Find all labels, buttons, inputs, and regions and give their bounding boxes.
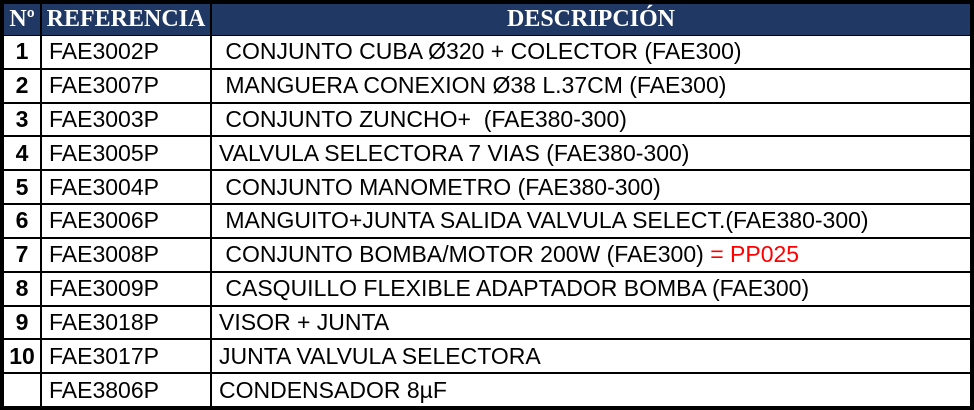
table-row: [4, 340, 970, 374]
table-row: [4, 273, 970, 307]
row-number: 1: [4, 36, 42, 68]
description-text: MANGUERA CONEXION Ø38 L.37CM (FAE300): [219, 72, 727, 99]
reference-cell: FAE3018P: [42, 307, 212, 339]
header-col-number: Nº: [4, 4, 42, 35]
description-text: JUNTA VALVULA SELECTORA: [219, 342, 541, 369]
table-row: [4, 171, 970, 205]
table-body: [4, 36, 970, 406]
reference-cell: FAE3008P: [42, 239, 212, 271]
row-number: 5: [4, 171, 42, 203]
description-text: CONJUNTO ZUNCHO+ (FAE380-300): [219, 106, 627, 133]
description-cell: [212, 36, 970, 68]
row-number: [4, 374, 42, 406]
reference-cell: FAE3806P: [42, 374, 212, 406]
table-row: [4, 374, 970, 406]
description-cell: [212, 70, 970, 102]
description-cell: [212, 205, 970, 237]
table-row: [4, 104, 970, 138]
row-number: 6: [4, 205, 42, 237]
table-row: [4, 36, 970, 70]
row-number: 3: [4, 104, 42, 136]
row-number: 4: [4, 137, 42, 169]
description-cell: [212, 374, 970, 406]
description-cell: [212, 307, 970, 339]
description-cell: [212, 340, 970, 372]
table-row: [4, 307, 970, 341]
description-text: CONJUNTO MANOMETRO (FAE380-300): [219, 173, 661, 200]
description-cell: [212, 137, 970, 169]
table-row: [4, 239, 970, 273]
table-row: [4, 137, 970, 171]
row-number: 10: [4, 340, 42, 372]
reference-cell: FAE3005P: [42, 137, 212, 169]
description-cell: [212, 273, 970, 305]
table-row: [4, 205, 970, 239]
header-col-reference: REFERENCIA: [42, 4, 212, 35]
description-text: VALVULA SELECTORA 7 VIAS (FAE380-300): [219, 139, 690, 166]
description-text: CASQUILLO FLEXIBLE ADAPTADOR BOMBA (FAE300): [219, 275, 810, 302]
reference-cell: FAE3004P: [42, 171, 212, 203]
table-header-row: [4, 4, 970, 36]
reference-cell: FAE3009P: [42, 273, 212, 305]
row-number: 2: [4, 70, 42, 102]
reference-cell: FAE3007P: [42, 70, 212, 102]
description-text: VISOR + JUNTA: [219, 308, 390, 335]
description-text: MANGUITO+JUNTA SALIDA VALVULA SELECT.(FAE380-300): [219, 207, 869, 234]
description-cell: [212, 171, 970, 203]
description-text: CONJUNTO CUBA Ø320 + COLECTOR (FAE300): [219, 38, 742, 65]
reference-cell: FAE3017P: [42, 340, 212, 372]
description-text: CONJUNTO BOMBA/MOTOR 200W (FAE300): [219, 241, 711, 268]
reference-cell: FAE3006P: [42, 205, 212, 237]
header-col-description: DESCRIPCIÓN: [506, 6, 676, 32]
row-number: 7: [4, 239, 42, 271]
description-cell: [212, 239, 970, 271]
description-text: CONDENSADOR 8µF: [219, 376, 447, 403]
reference-cell: FAE3002P: [42, 36, 212, 68]
table-row: [4, 70, 970, 104]
description-highlight: = PP025: [710, 241, 800, 268]
reference-cell: FAE3003P: [42, 104, 212, 136]
row-number: 8: [4, 273, 42, 305]
description-cell: [212, 104, 970, 136]
row-number: 9: [4, 307, 42, 339]
